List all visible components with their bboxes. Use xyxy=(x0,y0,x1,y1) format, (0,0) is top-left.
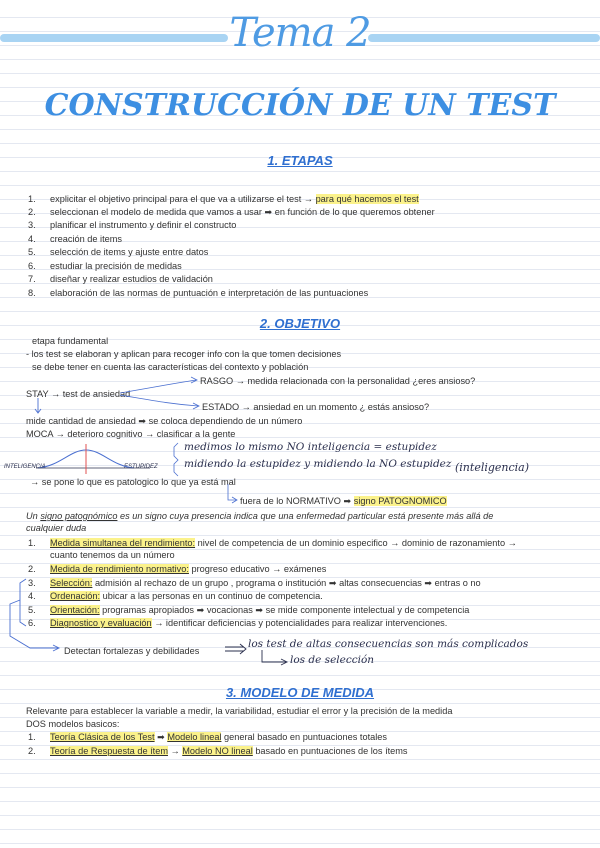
list-number: 2. xyxy=(28,207,36,217)
key-term: Teoría Clásica de los Test xyxy=(50,732,155,742)
definition-term: signo patognómico xyxy=(40,511,118,521)
key-term: Medida de rendimiento normativo: xyxy=(50,564,189,574)
list-number: 1. xyxy=(28,732,36,742)
estado-line: ESTADO → ansiedad en un momento ¿ estás ansioso? xyxy=(202,402,430,412)
list-item-text: progreso educativo → exámenes xyxy=(188,564,327,574)
key-term: Orientación: xyxy=(50,605,100,615)
modelo-line: Relevante para establecer la variable a medir, la variabilidad, estudiar el error y la precisión de la medida xyxy=(26,706,453,716)
arrow-to-estado xyxy=(120,395,198,406)
key-term: Diagnostico y evaluación xyxy=(50,618,152,628)
section-heading-objetivo: 2. OBJETIVO xyxy=(259,316,341,331)
arrow-to-normativo xyxy=(228,484,236,500)
key-term: Teoría de Respuesta de ítem xyxy=(50,746,168,756)
handwritten-note: midiendo la estupidez y midiendo la NO estupidez xyxy=(184,458,452,470)
modelo-line: DOS modelos basicos: xyxy=(26,719,120,729)
objetivo-line: etapa fundamental xyxy=(32,336,109,346)
key-term: Selección: xyxy=(50,578,93,588)
objetivo-line: - los test se elaboran y aplican para recoger info con la que tomen decisiones xyxy=(26,349,342,359)
list-item: creación de items xyxy=(50,234,123,244)
bracket-items xyxy=(20,579,26,626)
list-item-text: → identificar deficiencias y potencialidades para realizar intervenciones. xyxy=(151,618,448,628)
rasgo-line: RASGO → medida relacionada con la personalidad ¿eres ansioso? xyxy=(200,376,476,386)
list-number: 1. xyxy=(28,538,36,548)
page-subtitle: CONSTRUCCIÓN DE UN TEST xyxy=(44,88,556,123)
curve-label-right: ESTUPIDEZ xyxy=(124,464,158,470)
stay-line: STAY → test de ansiedad xyxy=(26,389,131,399)
list-item: planificar el instrumento y definir el constructo xyxy=(50,220,237,230)
list-item: elaboración de las normas de puntuación e interpretación de las puntuaciones xyxy=(50,288,369,298)
list-number: 7. xyxy=(28,274,36,284)
list-item: seleccionan el modelo de medida que vamos a usar ➡ en función de lo que queremos obtener xyxy=(50,207,435,217)
list-item-text: programas apropiados ➡ vocacionas ➡ se mide componente intelectual y de competencia xyxy=(99,605,470,615)
objetivo-line: mide cantidad de ansiedad ➡ se coloca dependiendo de un número xyxy=(26,416,303,426)
bracket xyxy=(174,443,178,476)
normativo-text: fuera de lo NORMATIVO ➡ xyxy=(240,496,354,506)
arrow-to-rasgo xyxy=(120,380,196,393)
definition-text: es un signo cuya presencia indica que una enfermedad particular está presente más allá de xyxy=(117,511,494,521)
highlight-text: signo PATOGNOMICO xyxy=(353,496,447,506)
key-term: Ordenación: xyxy=(50,591,101,601)
curve-label-left: INTELIGENCIA xyxy=(4,464,46,470)
list-number: 5. xyxy=(28,605,36,615)
highlight-text: para qué hacemos el test xyxy=(315,194,419,204)
list-number: 8. xyxy=(28,288,36,298)
list-item-text: admisión al rechazo de un grupo , programa o institución ➡ altas consecuencias ➡ entras o no xyxy=(92,578,481,588)
list-number: 4. xyxy=(28,234,36,244)
key-term: Modelo lineal xyxy=(167,732,222,742)
list-item: diseñar y realizar estudios de validación xyxy=(50,274,213,284)
handwritten-note: (inteligencia) xyxy=(455,461,530,474)
key-term: Medida simultanea del rendimiento: xyxy=(50,538,196,548)
list-item: estudiar la precisión de medidas xyxy=(50,261,182,271)
list-item-text: → xyxy=(167,746,183,756)
list-number: 1. xyxy=(28,194,36,204)
objetivo-line: → se pone lo que es patologico lo que ya está mal xyxy=(30,477,236,487)
list-number: 3. xyxy=(28,220,36,230)
objetivo-line: MOCA → deterioro cognitivo → clasificar a la gente xyxy=(26,429,236,439)
list-number: 5. xyxy=(28,247,36,257)
list-number: 2. xyxy=(28,746,36,756)
list-number: 6. xyxy=(28,618,36,628)
list-item: selección de items y ajuste entre datos xyxy=(50,247,209,257)
handwritten-note: medimos lo mismo NO inteligencia = estupidez xyxy=(184,441,437,453)
list-number: 3. xyxy=(28,578,36,588)
definition-line: cualquier duda xyxy=(26,523,87,533)
definition-text: Un xyxy=(26,511,41,521)
list-number: 2. xyxy=(28,564,36,574)
key-term: Modelo NO lineal xyxy=(182,746,253,756)
list-item-text: basado en puntuaciones de los ítems xyxy=(252,746,408,756)
objetivo-line: se debe tener en cuenta las características del contexto y población xyxy=(32,362,309,372)
list-item-text: explicitar el objetivo principal para el que va a utilizarse el test → xyxy=(50,194,316,204)
list-item-text: nivel de competencia de un dominio especifico → dominio de razonamiento → xyxy=(195,538,517,548)
list-item-text: ubicar a las personas en un continuo de competencia. xyxy=(100,591,323,601)
list-number: 6. xyxy=(28,261,36,271)
arrow-to-fortalezas xyxy=(10,600,58,648)
section-heading-etapas: 1. ETAPAS xyxy=(267,153,333,168)
list-item-text: ➡ xyxy=(154,732,168,742)
double-arrow xyxy=(225,647,244,651)
page-title: Tema 2 xyxy=(229,10,371,56)
fortalezas-line: Detectan fortalezas y debilidades xyxy=(64,646,200,656)
list-item: cuanto tenemos da un número xyxy=(50,550,175,560)
handwritten-note: los test de altas consecuencias son más complicados xyxy=(248,638,529,650)
handwritten-note: los de selección xyxy=(290,654,375,666)
arrowhead xyxy=(240,644,246,654)
list-number: 4. xyxy=(28,591,36,601)
list-item-text: general basado en puntuaciones totales xyxy=(221,732,387,742)
section-heading-modelo: 3. MODELO DE MEDIDA xyxy=(225,685,375,700)
